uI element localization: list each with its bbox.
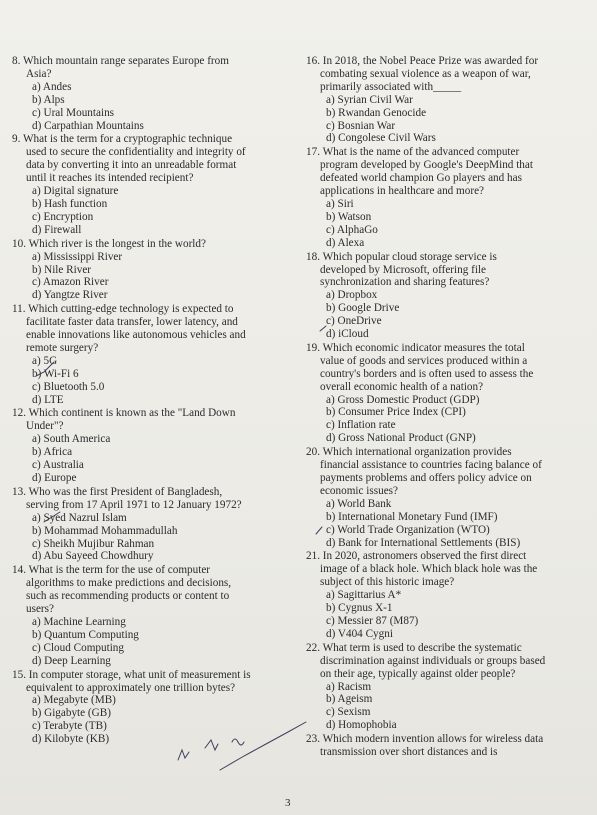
answer-option: d) Yangtze River (32, 289, 108, 302)
answer-option: d) Deep Learning (32, 654, 111, 667)
answer-option: d) Bank for International Settlements (BIS) (326, 536, 521, 549)
answer-option: a) Syrian Civil War (326, 93, 413, 106)
question-text: 8. Which mountain range separates Europe from Asia? (12, 55, 229, 80)
answer-option: b) Wi-Fi 6 (32, 367, 79, 380)
answer-option: d) Kilobyte (KB) (32, 733, 110, 746)
question-text: 17. What is the name of the advanced computer program developed by Google's DeepMind that defeated world champion Go players and has applications in healthcare and more? (306, 146, 533, 198)
question (306, 55, 590, 145)
answer-option: d) Gross National Product (GNP) (326, 432, 476, 445)
answer-option: c) Australia (32, 459, 84, 472)
answer-option: b) Africa (32, 446, 73, 459)
answer-option: d) Carpathian Mountains (32, 119, 144, 132)
answer-option: d) Firewall (32, 223, 82, 236)
answer-option: d) LTE (32, 393, 64, 406)
question-text: 10. Which river is the longest in the world? (12, 237, 206, 250)
answer-option: a) South America (32, 433, 111, 446)
answer-option: d) Abu Sayeed Chowdhury (32, 550, 154, 563)
left-column (12, 55, 302, 747)
scribble-1 (178, 750, 189, 760)
question-text: 14. What is the term for the use of computer algorithms to make predictions and decisions, such as recommending products or content to users? (12, 564, 232, 616)
answer-option: b) Alps (32, 93, 65, 106)
answer-option: b) Cygnus X-1 (326, 602, 393, 615)
question (306, 446, 590, 549)
answer-option: a) Andes (32, 80, 72, 93)
question-text: 16. In 2018, the Nobel Peace Prize was awarded for combating sexual violence as a weapon of war, primarily associated with_____ (306, 55, 539, 93)
question-text: 18. Which popular cloud storage service is developed by Microsoft, offering file synchronization and sharing features? (306, 250, 497, 289)
question-text: 9. What is the term for a cryptographic technique used to secure the confidentiality and integrity of data by converting it into an unreadable format until it reaches its intended recipient? (12, 133, 246, 185)
answer-option: c) Encryption (32, 210, 94, 223)
question (12, 669, 302, 746)
answer-option: d) Alexa (326, 236, 365, 249)
answer-option: c) Terabyte (TB) (32, 720, 107, 733)
page-number: 3 (285, 797, 291, 809)
question (306, 642, 590, 732)
answer-option: c) Bluetooth 5.0 (32, 380, 105, 393)
answer-option: b) International Monetary Fund (IMF) (326, 510, 498, 523)
question-text: 12. Which continent is known as the "Land Down Under"? (12, 407, 236, 433)
question-text: 11. Which cutting-edge technology is expected to facilitate faster data transfer, lower latency, and enable innovations like autonomous vehicles and remote surgery? (12, 303, 246, 354)
question (12, 55, 302, 132)
question (12, 133, 302, 236)
answer-option: b) Rwandan Genocide (326, 106, 427, 119)
answer-option: c) Messier 87 (M87) (326, 614, 419, 627)
question-text: 23. Which modern invention allows for wireless data transmission over short distances and is (306, 733, 544, 759)
answer-option: d) Homophobia (326, 719, 397, 732)
question (306, 146, 590, 249)
answer-option: a) Siri (326, 197, 354, 210)
answer-option: d) Congolese Civil Wars (326, 132, 436, 145)
answer-option: a) Mississippi River (32, 250, 123, 263)
question (12, 486, 302, 563)
answer-option: b) Gigabyte (GB) (32, 707, 111, 720)
question (306, 251, 590, 341)
answer-option: c) Ural Mountains (32, 106, 115, 119)
answer-option: c) Cloud Computing (32, 641, 124, 654)
question (306, 550, 590, 640)
answer-option: b) Hash function (32, 197, 108, 210)
answer-option: c) Inflation rate (326, 419, 396, 432)
question-text: 19. Which economic indicator measures the total value of goods and services produced within a country's borders and is often used to assess the overall economic health of a nation? (306, 341, 534, 393)
answer-option: b) Quantum Computing (32, 628, 139, 641)
answer-option: a) Megabyte (MB) (32, 694, 116, 707)
answer-option: a) Racism (326, 680, 372, 693)
question (12, 238, 302, 303)
question (12, 564, 302, 667)
answer-option: a) World Bank (326, 497, 392, 510)
answer-option: c) World Trade Organization (WTO) (326, 523, 490, 536)
question-text: 21. In 2020, astronomers observed the first direct image of a black hole. Which black hole was the subject of this historic image? (306, 550, 538, 589)
question-text: 22. What term is used to describe the systematic discrimination against individuals or groups based on their age, typically against older people? (306, 641, 546, 680)
answer-option: a) Sagittarius A* (326, 589, 402, 602)
question-text: 13. Who was the first President of Bangladesh, serving from 17 April 1971 to 12 January 1972? (12, 485, 242, 511)
answer-option: c) AlphaGo (326, 223, 378, 236)
answer-option: b) Watson (326, 210, 372, 223)
answer-option: a) Syed Nazrul Islam (32, 511, 127, 524)
answer-option: b) Nile River (32, 263, 92, 276)
question-text: 20. Which international organization provides financial assistance to countries facing balance of payments problems and offers policy advice on economic issues? (306, 446, 542, 497)
answer-option: b) Ageism (326, 693, 373, 706)
answer-option: a) Gross Domestic Product (GDP) (326, 393, 480, 406)
answer-option: d) V404 Cygni (326, 627, 393, 640)
answer-option: a) 5G (32, 354, 58, 367)
answer-option: b) Consumer Price Index (CPI) (326, 406, 466, 419)
answer-option: c) Amazon River (32, 276, 109, 289)
answer-option: b) Google Drive (326, 302, 400, 315)
answer-option: c) Sexism (326, 706, 371, 719)
answer-option: c) Bosnian War (326, 119, 396, 132)
answer-option: c) OneDrive (326, 315, 382, 328)
answer-option: c) Sheikh Mujibur Rahman (32, 537, 155, 550)
answer-option: d) Europe (32, 472, 77, 484)
question (12, 303, 302, 406)
answer-option: b) Mohammad Mohammadullah (32, 524, 178, 537)
question (306, 342, 590, 445)
answer-option: a) Dropbox (326, 289, 378, 302)
right-column (306, 55, 590, 760)
answer-option: a) Machine Learning (32, 615, 126, 628)
question (12, 407, 302, 484)
answer-option: a) Digital signature (32, 185, 119, 198)
answer-option: d) iCloud (326, 328, 369, 341)
question-text: 15. In computer storage, what unit of measurement is equivalent to approximately one trillion bytes? (12, 668, 251, 694)
question (306, 733, 590, 759)
